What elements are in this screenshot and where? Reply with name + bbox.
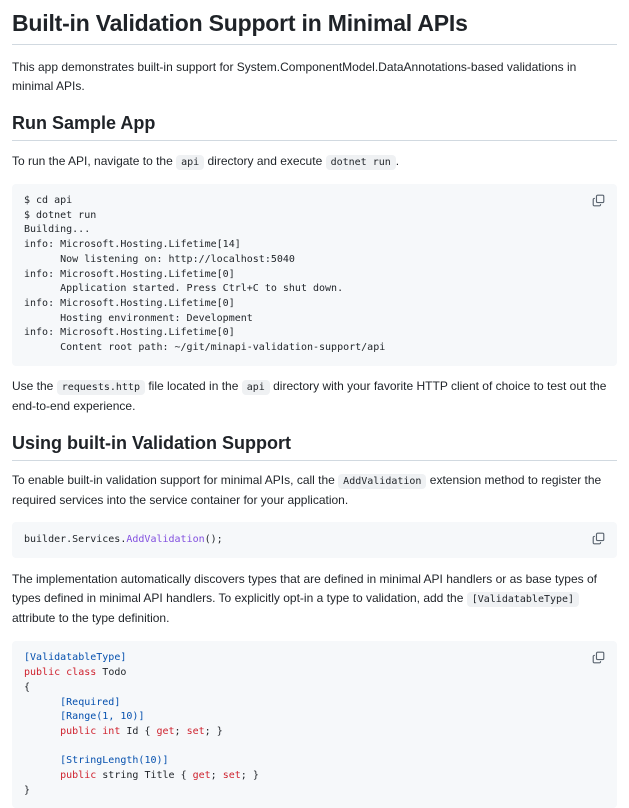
use-requests-paragraph bbox=[12, 377, 617, 416]
enable-text-before: To enable built-in validation support for minimal APIs, call the bbox=[12, 472, 339, 487]
todo-class-code-block bbox=[12, 641, 617, 808]
code-kw-int: int bbox=[102, 725, 121, 737]
use-text-after: directory with your favorite HTTP client of choice to test out the end-to-end experience. bbox=[12, 378, 607, 413]
terminal-line: Building... bbox=[24, 224, 91, 236]
code-builder-services: builder.Services. bbox=[24, 533, 127, 545]
terminal-line: info: Microsoft.Hosting.Lifetime[14] bbox=[24, 239, 241, 251]
run-instructions bbox=[12, 152, 617, 172]
impl-text-before: The implementation automatically discovers types that are defined in minimal API handlers or as base types of types defined in minimal API handlers. To explicitly opt-in a type to validation, add the bbox=[12, 572, 597, 606]
code-class-name: Todo bbox=[102, 667, 127, 679]
add-validation-code-block bbox=[12, 522, 617, 559]
terminal-line: Hosting environment: Development bbox=[60, 312, 253, 324]
impl-text-after: attribute to the type definition. bbox=[12, 611, 170, 626]
code-kw-set: set bbox=[186, 725, 205, 737]
terminal-line: info: Microsoft.Hosting.Lifetime[0] bbox=[24, 268, 235, 280]
add-validation-code bbox=[24, 533, 605, 548]
code-attr-validatabletype: [ValidatableType] bbox=[24, 652, 127, 664]
section-heading-validation-support: Using built-in Validation Support bbox=[12, 433, 617, 461]
code-attr-range: [Range(1, 10)] bbox=[60, 711, 145, 723]
terminal-line: $ cd api bbox=[24, 195, 73, 206]
run-text-middle: directory and execute bbox=[204, 154, 326, 168]
code-kw-set: set bbox=[222, 770, 241, 782]
terminal-line: Content root path: ~/git/minapi-validation-support/api bbox=[24, 342, 386, 354]
page-title: Built-in Validation Support in Minimal APIs bbox=[12, 10, 617, 45]
code-prop-id: Id bbox=[126, 725, 139, 737]
code-call-parens: (); bbox=[204, 533, 223, 545]
terminal-line: $ dotnet run bbox=[24, 209, 97, 221]
todo-class-code: [ValidatableType] public class Todo { [Required] [Range(1, 10)] public int Id { get; set; } [StringLength(10)] public string Title { get; set; } } bbox=[24, 652, 259, 796]
code-close-brace: } bbox=[24, 784, 31, 796]
inline-code-api-dir: api bbox=[242, 380, 270, 395]
terminal-line: Now listening on: http://localhost:5040 bbox=[60, 253, 295, 265]
terminal-line: info: Microsoft.Hosting.Lifetime[0] bbox=[24, 327, 235, 339]
code-addvalidation-call: AddValidation bbox=[126, 533, 205, 545]
code-kw-public: public bbox=[24, 667, 61, 679]
enable-text-after: extension method to register the required services into the service container for your application. bbox=[12, 472, 602, 507]
copy-icon[interactable] bbox=[592, 532, 605, 545]
code-kw-public: public bbox=[60, 725, 97, 737]
code-kw-string: string bbox=[102, 770, 139, 782]
inline-code-validatabletype: [ValidatableType] bbox=[467, 592, 579, 607]
code-kw-get: get bbox=[192, 770, 211, 782]
use-text-before: Use the bbox=[12, 378, 57, 393]
inline-code-addvalidation: AddValidation bbox=[338, 474, 426, 489]
section-heading-run-sample-app: Run Sample App bbox=[12, 113, 617, 141]
code-kw-class: class bbox=[66, 667, 97, 679]
code-prop-title: Title bbox=[144, 770, 175, 782]
copy-icon[interactable] bbox=[592, 194, 605, 207]
use-text-middle: file located in the bbox=[144, 378, 242, 393]
intro-paragraph: This app demonstrates built-in support for System.ComponentModel.DataAnnotations-based validations in minimal APIs. bbox=[12, 60, 577, 93]
terminal-output bbox=[24, 194, 605, 356]
code-kw-get: get bbox=[156, 725, 175, 737]
copy-icon[interactable] bbox=[592, 651, 605, 664]
code-open-brace: { bbox=[24, 681, 31, 693]
code-attr-stringlength: [StringLength(10)] bbox=[60, 755, 169, 767]
code-attr-required: [Required] bbox=[60, 696, 121, 708]
run-text-before: To run the API, navigate to the bbox=[12, 154, 177, 168]
enable-validation-paragraph bbox=[12, 471, 617, 510]
code-kw-public: public bbox=[60, 770, 97, 782]
inline-code-dotnet-run: dotnet run bbox=[326, 155, 396, 170]
inline-code-requests-http: requests.http bbox=[57, 380, 145, 395]
terminal-code-block bbox=[12, 184, 617, 366]
inline-code-api: api bbox=[176, 155, 204, 170]
run-text-after: . bbox=[395, 154, 400, 168]
implementation-paragraph bbox=[12, 570, 617, 628]
terminal-line: Application started. Press Ctrl+C to shut down. bbox=[60, 283, 344, 295]
terminal-line: info: Microsoft.Hosting.Lifetime[0] bbox=[24, 297, 235, 309]
